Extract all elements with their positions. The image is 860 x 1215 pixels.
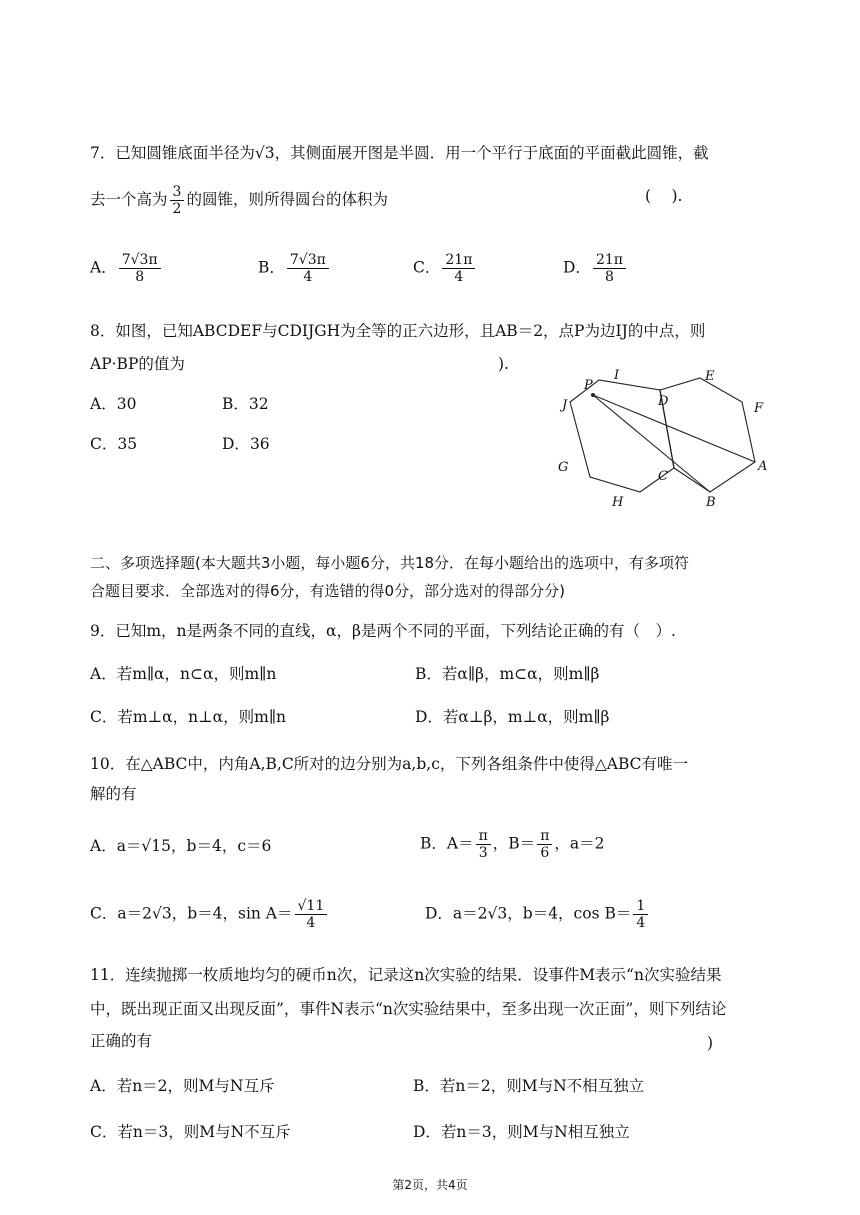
q8-option-b[interactable]: [222, 394, 269, 414]
segment-bp: [593, 395, 710, 492]
section2-line2: 合题目要求．全部选对的得6分，有选错的得0分，部分选对的得部分分): [90, 582, 565, 600]
label-c: C: [658, 469, 668, 484]
q10-option-d[interactable]: [425, 898, 650, 931]
q11-line1: 11．连续抛掷一枚质地均匀的硬币n次，记录这n次实验的结果．设事件M表示“n次实验结果: [90, 966, 722, 984]
q10-option-b-f2-num: π: [537, 828, 552, 845]
q10-option-d-den: 4: [636, 915, 646, 931]
q8-option-b-label: B．: [222, 395, 249, 413]
q8-line1: 8．如图，已知ABCDEF与CDIJGH为全等的正六边形，且AB＝2，点P为边IJ的中点，则: [90, 322, 706, 340]
q8-option-c-label: C．: [90, 435, 118, 453]
label-e: E: [705, 369, 715, 384]
q10-line1: 10．在△ABC中，内角A,B,C所对的边分别为a,b,c，下列各组条件中使得△ABC有唯一: [90, 755, 689, 773]
q7-option-b-label: B．: [258, 258, 285, 277]
q8-option-c[interactable]: [90, 434, 137, 454]
q7-option-c-label: C．: [413, 258, 441, 277]
q9-option-d[interactable]: D．若α⊥β，m⊥α，则m∥β: [415, 708, 610, 726]
q8-option-a-text: 30: [116, 395, 137, 413]
q10-option-d-pre: D．a＝2√3，b＝4，cos B＝: [425, 904, 632, 923]
label-a: A: [758, 459, 768, 474]
q7-height-fraction: [170, 184, 185, 217]
q7-option-a-label: A．: [90, 258, 117, 277]
q7-option-c-den: 4: [454, 269, 464, 285]
q7-answer-paren: ( ).: [645, 187, 683, 205]
q7-option-c-num: 21π: [442, 252, 475, 269]
label-d: D: [658, 394, 669, 409]
q10-option-b-f1-den: 3: [478, 845, 488, 861]
q9-option-b[interactable]: B．若α∥β，m⊂α，则m∥β: [415, 665, 600, 683]
label-i: I: [614, 368, 620, 383]
q10-option-b-end: ，a＝2: [554, 834, 605, 853]
q10-option-c[interactable]: [90, 898, 329, 931]
label-j: J: [562, 398, 568, 413]
q7-option-b[interactable]: [258, 252, 331, 285]
right-hexagon: [660, 378, 755, 492]
q7-option-a-den: 8: [135, 269, 145, 285]
q7-option-b-den: 4: [303, 269, 313, 285]
label-g: G: [558, 460, 569, 475]
q8-option-a-label: A．: [90, 395, 117, 413]
q10-option-a[interactable]: A．a＝√15，b＝4，c＝6: [90, 837, 272, 855]
q7-line1: 7．已知圆锥底面半径为√3，其侧面展开图是半圆．用一个平行于底面的平面截此圆锥，截: [90, 144, 709, 162]
q7-option-d[interactable]: [563, 252, 628, 285]
q10-line2: 解的有: [90, 785, 137, 803]
q7-frac-den: 2: [172, 201, 182, 217]
q11-line3: 正确的有: [90, 1032, 153, 1050]
q10-option-b-mid: ，B＝: [492, 834, 536, 853]
q7-option-d-num: 21π: [593, 252, 626, 269]
label-p: P: [584, 378, 593, 393]
q11-option-d[interactable]: D．若n＝3，则M与N相互独立: [413, 1123, 630, 1141]
q10-option-c-den: 4: [306, 915, 316, 931]
label-b: B: [706, 495, 716, 510]
q7-line2-pre: 去一个高为: [90, 190, 168, 209]
q11-option-b[interactable]: B．若n＝2，则M与N不相互独立: [413, 1077, 645, 1095]
point-p: [591, 393, 595, 397]
q8-option-a[interactable]: [90, 394, 136, 414]
q7-option-c[interactable]: [413, 252, 477, 285]
q9-option-c[interactable]: C．若m⊥α，n⊥α，则m∥n: [90, 708, 286, 726]
q8-option-c-text: 35: [117, 435, 138, 453]
q8-option-b-text: 32: [248, 395, 269, 413]
q7-line2-post: 的圆锥，则所得圆台的体积为: [186, 190, 388, 209]
q10-option-b-f2-den: 6: [540, 845, 550, 861]
q7-option-b-num: 7√3π: [287, 252, 329, 269]
q10-option-b-f1-num: π: [476, 828, 491, 845]
q7-frac-num: 3: [170, 184, 185, 201]
q9-option-a[interactable]: A．若m∥α，n⊂α，则m∥n: [90, 665, 277, 683]
q8-option-d[interactable]: [222, 434, 270, 454]
page-footer: 第2页，共4页: [392, 1178, 468, 1192]
q11-option-c[interactable]: C．若n＝3，则M与N不互斥: [90, 1123, 291, 1141]
segment-ap: [593, 395, 755, 462]
q10-option-d-num: 1: [633, 898, 648, 915]
q10-option-c-num: √11: [295, 898, 328, 915]
q7-option-a-num: 7√3π: [119, 252, 161, 269]
q8-option-d-label: D．: [222, 435, 250, 453]
q7-option-a[interactable]: [90, 252, 163, 285]
q8-line2: AP·BP的值为: [90, 355, 185, 373]
q11-option-a[interactable]: A．若n＝2，则M与N互斥: [90, 1077, 275, 1095]
q7-option-d-label: D．: [563, 258, 591, 277]
label-h: H: [612, 495, 624, 510]
label-f: F: [754, 401, 764, 416]
q10-option-b[interactable]: [420, 828, 605, 861]
section2-line1: 二、多项选择题(本大题共3小题，每小题6分，共18分．在每小题给出的选项中，有多项符: [90, 554, 690, 572]
q11-answer-paren: ): [707, 1034, 714, 1052]
q11-line2: 中，既出现正面又出现反面”，事件N表示“n次实验结果中，至多出现一次正面”，则下列结论: [90, 1000, 727, 1018]
q10-option-c-pre: C．a＝2√3，b＝4，sin A＝: [90, 904, 293, 923]
q7-line2: [90, 184, 388, 217]
q9-stem: 9．已知m，n是两条不同的直线，α，β是两个不同的平面，下列结论正确的有（ ）.: [90, 622, 676, 640]
q8-answer-paren: ).: [498, 355, 509, 373]
q7-option-d-den: 8: [604, 269, 614, 285]
q8-option-d-text: 36: [249, 435, 270, 453]
hexagon-figure: [550, 362, 780, 512]
q10-option-b-label: B．A＝: [420, 834, 474, 853]
